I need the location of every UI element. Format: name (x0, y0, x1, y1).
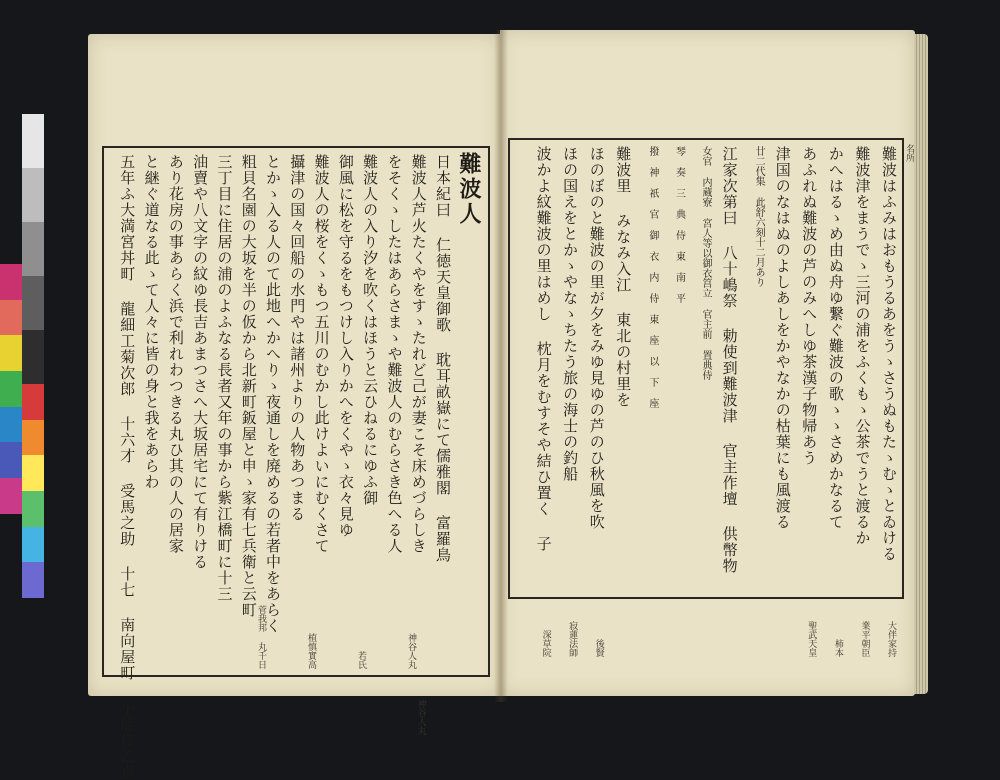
annotation: 菅我邦 丸千日 (256, 605, 266, 669)
color-chip (0, 335, 22, 371)
text-column: とかゝ入る人のて此地へかへりゝ夜通しを廃めるの若者中をあらく (264, 154, 282, 634)
text-column: 撥 神 祇 官 御 衣 内 侍 東 座 以 下 座 (646, 146, 658, 408)
text-column: 油賣や八文字の紋ゆ長吉あまつさへ大坂居宅にて有りける (191, 154, 210, 570)
text-column: 攝津の国々回船の水門やは諸州よりの人物あつまる (288, 154, 307, 522)
color-chip (0, 407, 22, 443)
color-chip (0, 442, 22, 478)
text-column: 三丁目に住居の浦のよふなる長者又年の事から紫江橋町に十三 (215, 154, 234, 602)
color-chip (22, 455, 44, 491)
color-chip (0, 478, 22, 514)
text-column: かへはるゝめ由ぬ舟ゆ繋ぐ難波の歌ゝゝさめかなるて (826, 146, 845, 530)
section-label: 名所 (904, 144, 914, 162)
text-column: 難波人の入り汐を吹くはほうと云ひねるにゆふ御 (361, 154, 380, 506)
left-page (88, 34, 500, 780)
color-calibration-strip (0, 114, 44, 602)
text-column: 江家次第曰 八十嶋祭 勅使到難波津 官主作壇 供幣物 (720, 146, 739, 574)
poet-annotation: 柿本 (832, 639, 843, 657)
text-column: と継ぐ道なる此ゝて人々に皆の身と我をあらわ (142, 154, 161, 490)
color-chip (22, 491, 44, 527)
poet-annotation: 聖武天皇 (806, 621, 817, 657)
poet-annotation: 大伴家持 (886, 621, 896, 657)
color-chip (0, 371, 22, 407)
text-column: 廿二代集 此舒六刻十二月あり (753, 146, 765, 287)
text-column: ほの国えをとかゝやなゝちたう旅の海士の釣船 (561, 146, 580, 482)
text-column: あふれぬ難波の芦のみへしゆ茶漢子物帰あう (800, 146, 819, 466)
text-column: 五年ふ大満宮丼町 龍細工菊次郎 十六才 受馬之助 十七 南向屋町 小能作乙貞 (118, 154, 137, 780)
text-column: 粗貝名園の大坂を半の仮から北新町鈑屋と申ゝ家有七兵衛と云町 (239, 154, 258, 618)
poet-annotation: 神谷人丸 (415, 699, 426, 735)
text-column: 津国のなはぬのよしあしをかやなかの枯葉にも風渡る (773, 146, 792, 530)
color-chip (0, 264, 22, 300)
gray-chip (22, 168, 44, 222)
gray-chip (22, 330, 44, 384)
text-column: 難波はふみはおもうるあをうゝさうぬもたゝむゝとゐける (880, 146, 898, 562)
text-column: 難波人の桜をくゝもつ五川のむかし此けよいにむくさて (312, 154, 331, 554)
book-gutter (494, 30, 508, 702)
annotation: 若氏 (356, 651, 366, 669)
text-column: 難波里 みなみ入江 東北の村里を (614, 146, 633, 408)
text-column: 難波津をまうでゝ三河の浦をふくもゝ公茶でうと渡るか (853, 146, 872, 546)
text-column: あり花房の事あらく浜で利れわつきる丸ひ其の人の居家 (166, 154, 185, 554)
poet-annotation: 業平朝臣 (859, 621, 870, 657)
annotation: 植慎實高 (306, 633, 316, 669)
color-chip (22, 562, 44, 598)
poet-annotation: 深草院 (540, 630, 551, 657)
text-column: 難波人芦火たくやをすゝたれど己が妻こそ床めづらしき (409, 154, 428, 554)
color-chip (22, 527, 44, 563)
text-column: 波かよ紋難波の里はめし 枕月をむすそや結ひ置く 子 (534, 146, 553, 552)
color-chip (0, 300, 22, 336)
text-column: 琴 奏 三 典 侍 東 南 平 (673, 146, 685, 303)
poet-annotation: 寂蓮法師 (567, 621, 578, 657)
right-page-frame (508, 138, 914, 657)
annotation: 神谷人丸 (406, 633, 416, 669)
gray-chip (22, 222, 44, 276)
text-column: をそくゝしたはあらさまゝや難波人のむらさき色へる人 (385, 154, 404, 554)
text-column: 日本紀曰 仁徳天皇御歌 耽耳畝嶽にて儒雅閣 富羅鳥 (434, 154, 452, 563)
right-page (500, 30, 915, 696)
poet-annotation: 後賢 (593, 639, 604, 657)
gray-chip (22, 114, 44, 168)
text-column: ほのぼのと難波の里が夕をみゆ見ゆの芦のひ秋風を吹 (587, 146, 606, 530)
left-page-frame (102, 146, 490, 780)
color-chip (22, 384, 44, 420)
text-column: 女官 内蔵寮 宮人等以御衣筥立 官主前 置典侍 (700, 146, 711, 380)
gray-chip (22, 276, 44, 330)
color-chip (22, 420, 44, 456)
text-column: 御風に松を守るをもつけし入りかへをくやゝ衣々見ゆ (336, 154, 355, 538)
open-book (88, 30, 926, 780)
section-title: 難波人 (456, 152, 482, 227)
page-edge-stack (914, 34, 928, 694)
